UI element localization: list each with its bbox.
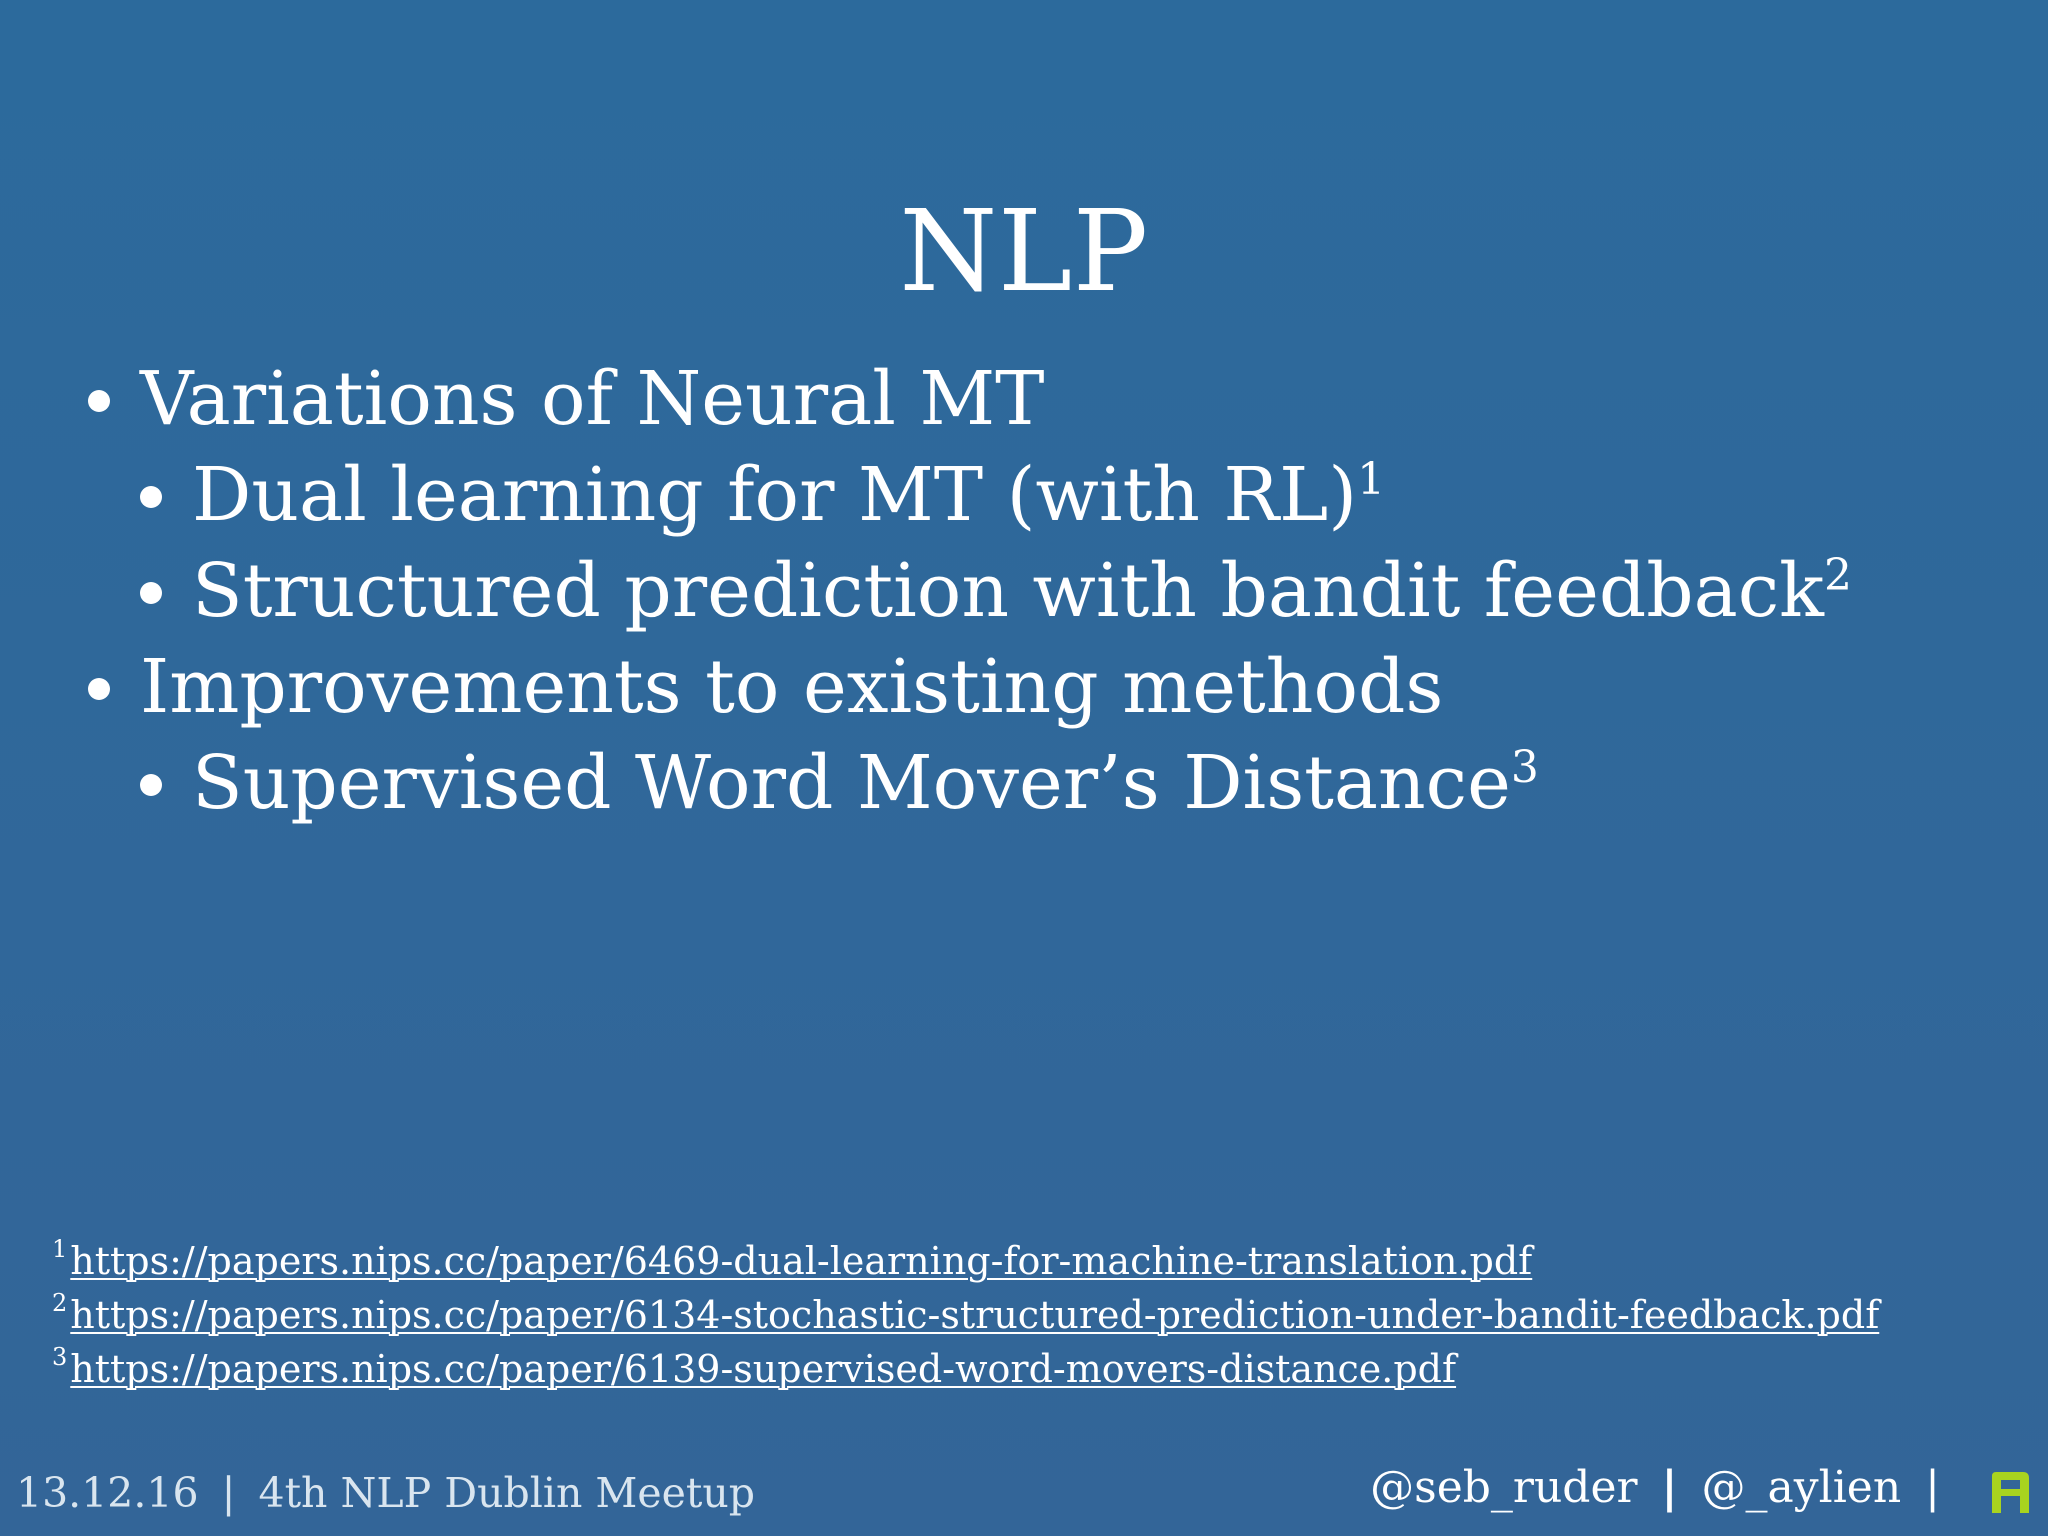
- bullet-text: Dual learning for MT (with RL): [192, 452, 1358, 538]
- aylien-logo-icon: [1988, 1469, 2033, 1514]
- footer-event-name: 4th NLP Dublin Meetup: [258, 1469, 756, 1517]
- reference-number: 2: [52, 1289, 68, 1317]
- bullet-item: [82, 447, 1982, 543]
- bullet-icon: [88, 390, 110, 412]
- reference-list: [52, 1234, 2012, 1396]
- footer-event-info: [16, 1465, 755, 1521]
- bullet-icon: [140, 486, 162, 508]
- bullet-text: Structured prediction with bandit feedback: [192, 548, 1825, 634]
- bullet-item: [82, 543, 1982, 639]
- reference-item: [52, 1234, 2012, 1288]
- footer-separator: |: [221, 1469, 236, 1517]
- footer-handles: [1370, 1458, 1950, 1518]
- footer-date: 13.12.16: [16, 1469, 199, 1517]
- reference-link[interactable]: https://papers.nips.cc/paper/6139-supervised-word-movers-distance.pdf: [70, 1347, 1457, 1391]
- footnote-marker: 1: [1357, 454, 1386, 505]
- bullet-icon: [88, 678, 110, 700]
- bullet-icon: [140, 774, 162, 796]
- footer-separator: |: [1925, 1462, 1940, 1513]
- slide-title: NLP: [899, 187, 1149, 318]
- bullet-item: [82, 639, 1982, 735]
- reference-number: 1: [52, 1235, 68, 1263]
- footer-separator: |: [1661, 1462, 1678, 1513]
- bullet-item: [82, 351, 1982, 447]
- reference-link[interactable]: https://papers.nips.cc/paper/6469-dual-learning-for-machine-translation.pdf: [70, 1239, 1533, 1283]
- bullet-item: [82, 735, 1982, 831]
- bullet-list: [82, 351, 1982, 831]
- bullet-text: Improvements to existing methods: [140, 644, 1444, 730]
- bullet-icon: [140, 582, 162, 604]
- reference-number: 3: [52, 1343, 68, 1371]
- reference-item: [52, 1342, 2012, 1396]
- footnote-marker: 2: [1824, 550, 1853, 601]
- twitter-handle-secondary: @_aylien: [1701, 1462, 1902, 1513]
- twitter-handle-primary: @seb_ruder: [1370, 1462, 1638, 1513]
- reference-item: [52, 1288, 2012, 1342]
- bullet-text: Supervised Word Mover’s Distance: [192, 740, 1511, 826]
- footnote-marker: 3: [1510, 742, 1539, 793]
- reference-link[interactable]: https://papers.nips.cc/paper/6134-stochastic-structured-prediction-under-bandit-feedback.pdf: [70, 1293, 1880, 1337]
- bullet-text: Variations of Neural MT: [140, 356, 1045, 442]
